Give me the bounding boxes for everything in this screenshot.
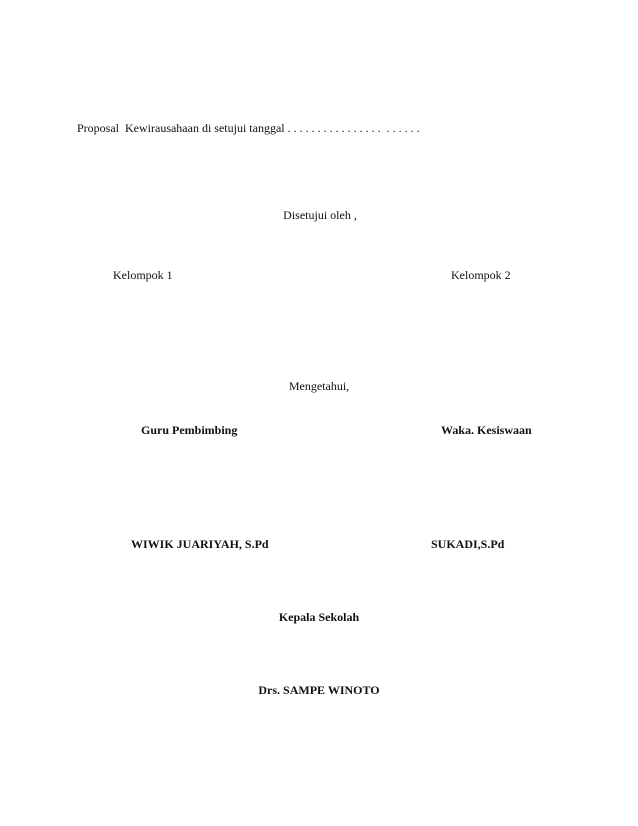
student-affairs-name: SUKADI,S.Pd — [431, 537, 505, 551]
approval-statement: Proposal Kewirausahaan di setujui tanggal . . . . . . . . . . . . . . . . . . . . . . — [77, 121, 420, 135]
group-2-label: Kelompok 2 — [451, 268, 511, 282]
principal-title: Kepala Sekolah — [278, 610, 360, 624]
approved-by-label: Disetujui oleh , — [283, 208, 357, 222]
acknowledged-label: Mengetahui, — [288, 379, 350, 393]
group-1-label: Kelompok 1 — [113, 268, 173, 282]
advisor-name: WIWIK JUARIYAH, S.Pd — [131, 537, 269, 551]
advisor-title: Guru Pembimbing — [141, 423, 238, 437]
principal-name: Drs. SAMPE WINOTO — [258, 683, 380, 697]
student-affairs-title: Waka. Kesiswaan — [441, 423, 532, 437]
